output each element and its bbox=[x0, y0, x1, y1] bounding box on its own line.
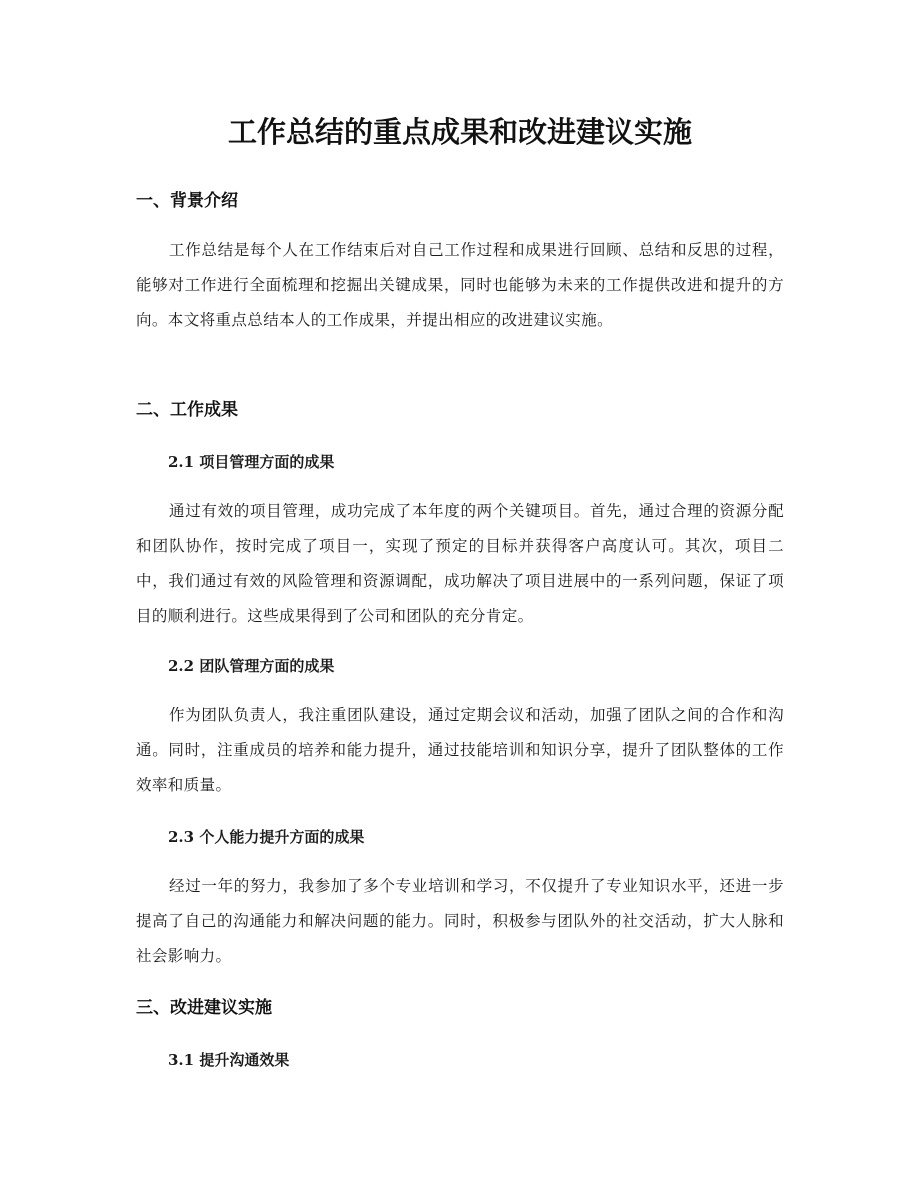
subheading-team-management: 2.2 团队管理方面的成果 bbox=[168, 657, 335, 675]
paragraph-background: 工作总结是每个人在工作结束后对自己工作过程和成果进行回顾、总结和反思的过程，能够对工作进行全面梳理和挖掘出关键成果，同时也能够为未来的工作提供改进和提升的方向。本文将重点总结本人的工作成果，并提出相应的改进建议实施。 bbox=[136, 241, 784, 329]
section-heading-background: 一、背景介绍 bbox=[136, 191, 238, 211]
section-heading-improvements: 三、改进建议实施 bbox=[136, 998, 272, 1018]
paragraph-project-management: 通过有效的项目管理，成功完成了本年度的两个关键项目。首先，通过合理的资源分配和团队协作，按时完成了项目一，实现了预定的目标并获得客户高度认可。其次，项目二中，我们通过有效的风险管理和资源调配，成功解决了项目进展中的一系列问题，保证了项目的顺利进行。这些成果得到了公司和团队的充分肯定。 bbox=[136, 502, 784, 625]
subheading-personal-growth: 2.3 个人能力提升方面的成果 bbox=[168, 828, 365, 846]
subheading-project-management: 2.1 项目管理方面的成果 bbox=[168, 453, 335, 471]
paragraph-personal-growth: 经过一年的努力，我参加了多个专业培训和学习，不仅提升了专业知识水平，还进一步提高了自己的沟通能力和解决问题的能力。同时，积极参与团队外的社交活动，扩大人脉和社会影响力。 bbox=[136, 877, 784, 965]
document-title: 工作总结的重点成果和改进建议实施 bbox=[227, 115, 692, 149]
subheading-communication: 3.1 提升沟通效果 bbox=[168, 1051, 290, 1069]
section-heading-achievements: 二、工作成果 bbox=[136, 400, 238, 420]
paragraph-team-management: 作为团队负责人，我注重团队建设，通过定期会议和活动，加强了团队之间的合作和沟通。同时，注重成员的培养和能力提升，通过技能培训和知识分享，提升了团队整体的工作效率和质量。 bbox=[136, 706, 784, 794]
